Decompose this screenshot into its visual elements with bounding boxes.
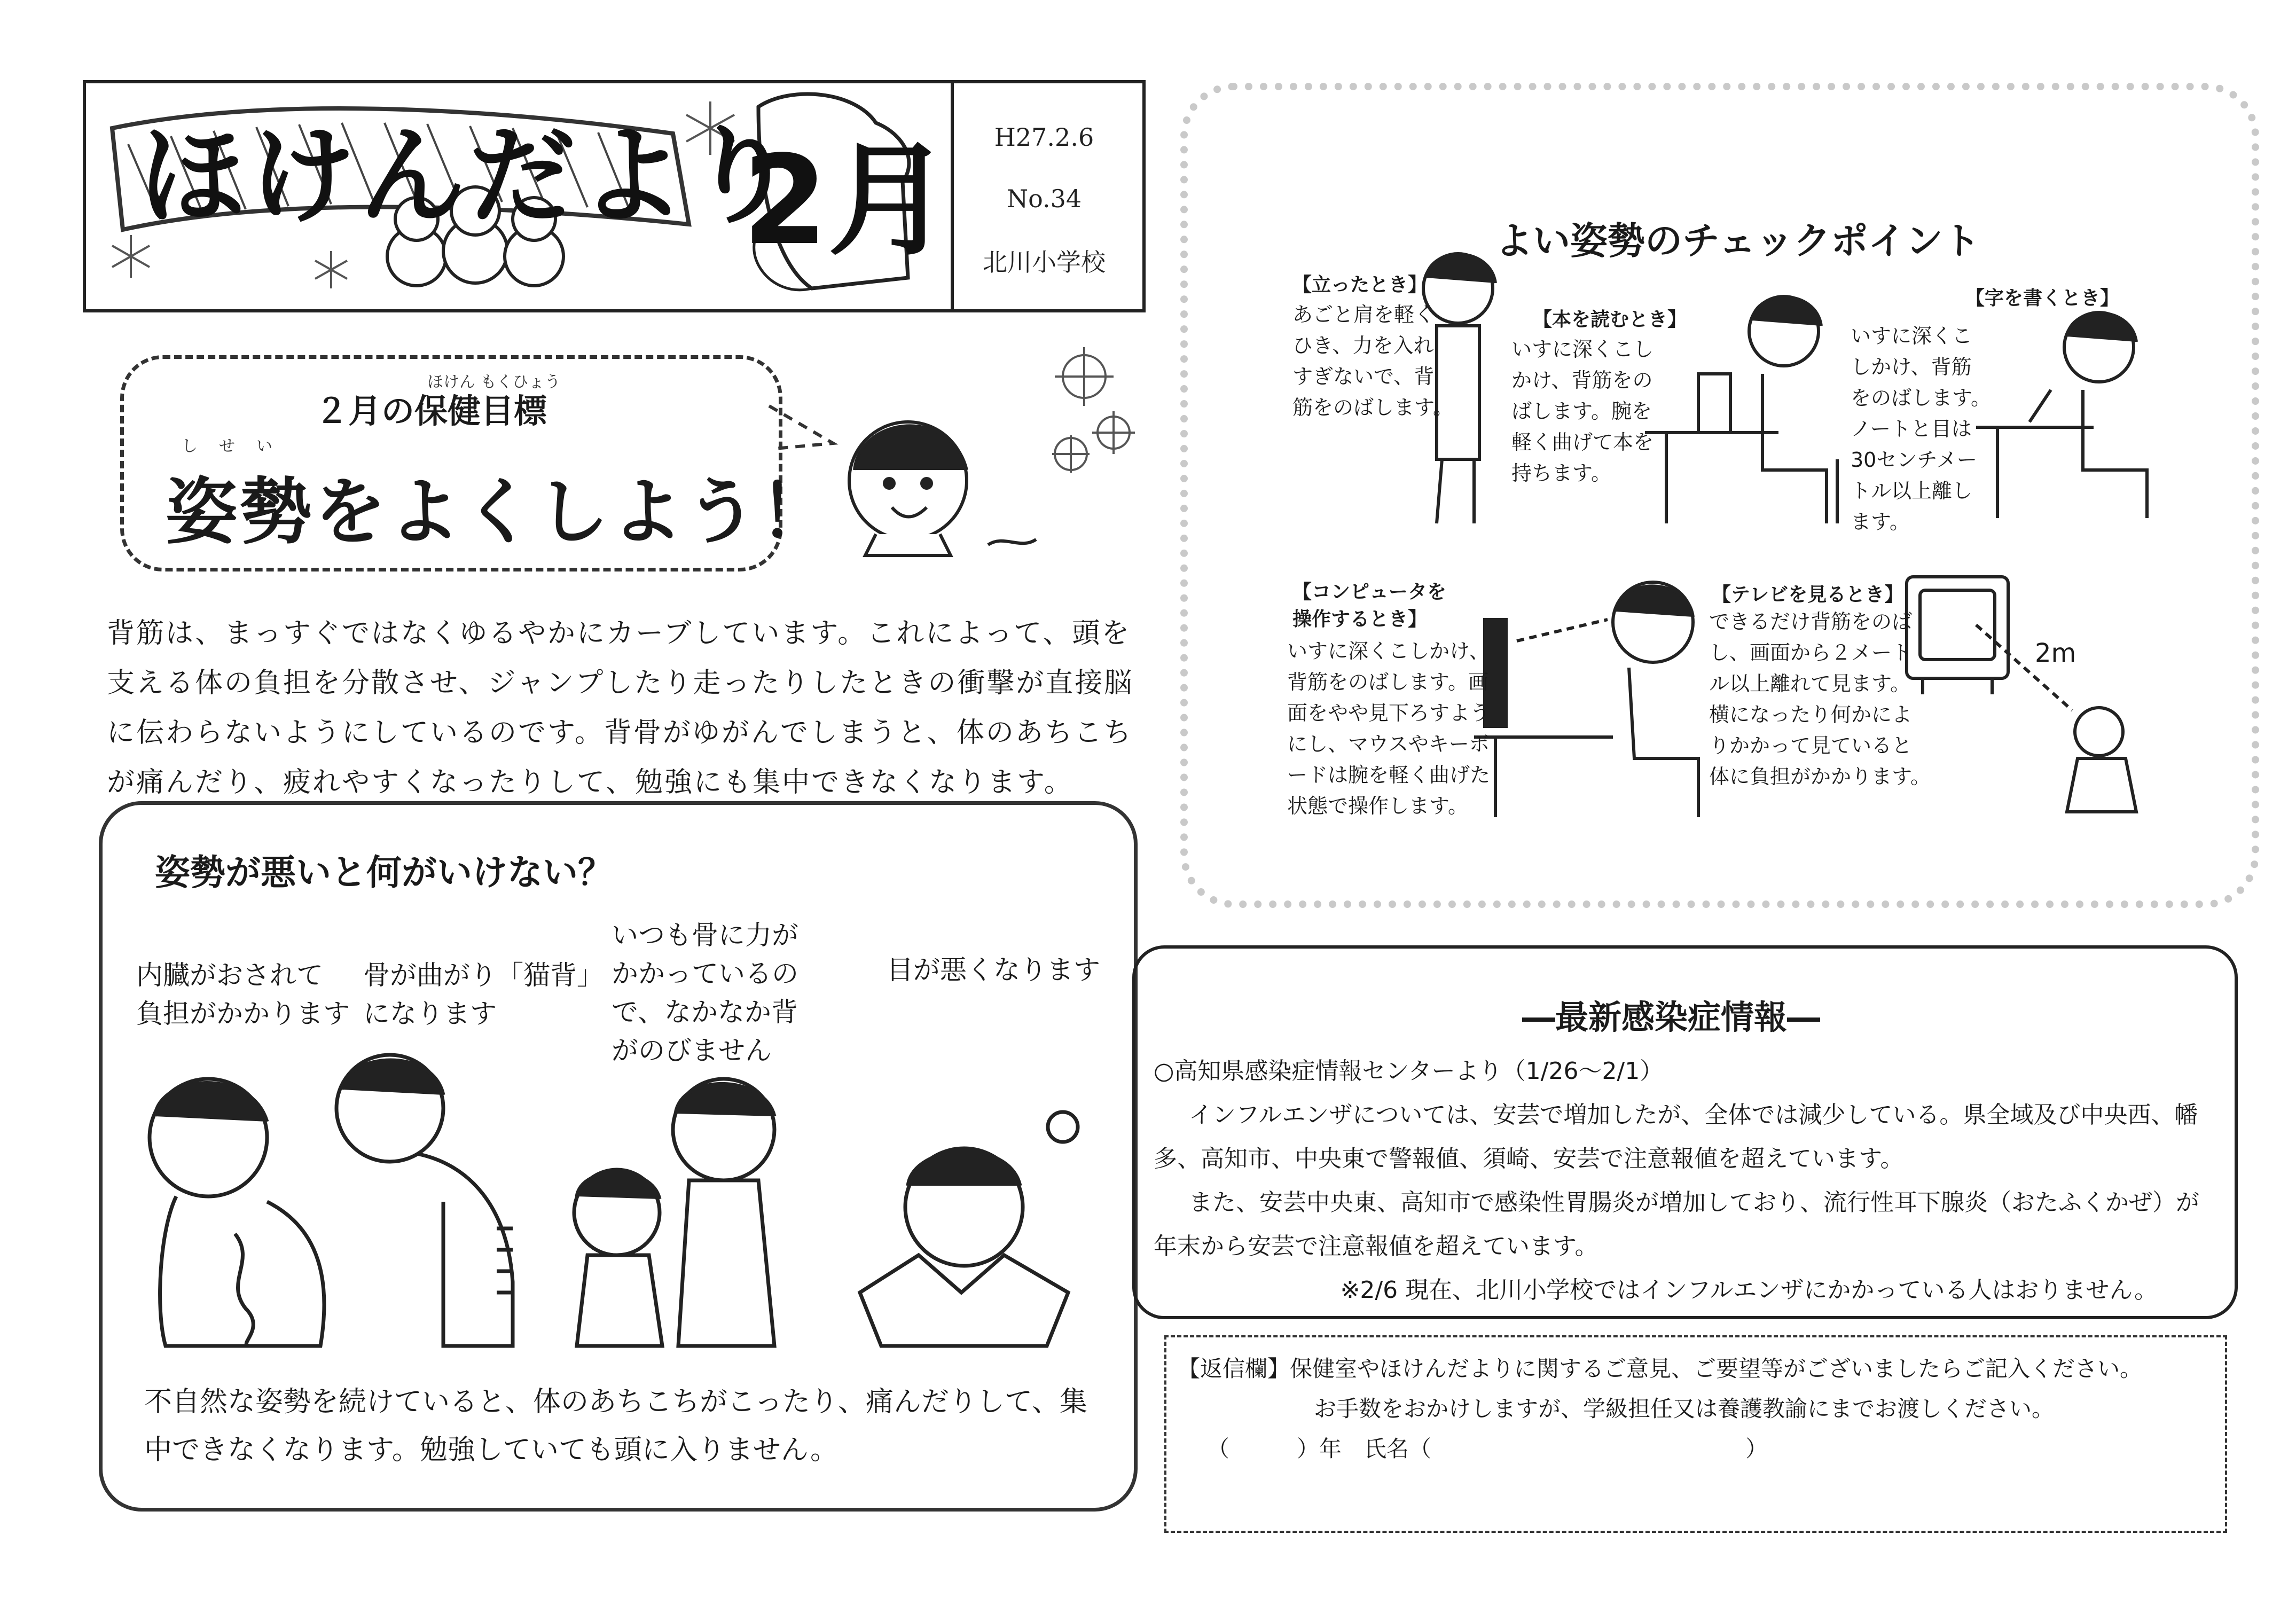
reply-heading-line: 【返信欄】保健室やほけんだよりに関するご意見、ご要望等がございましたらご記入ください。 — [1178, 1356, 2143, 1382]
girl-character-illustration — [849, 422, 1036, 555]
bad-posture-summary: 不自然な姿勢を続けていると、体のあちこちがこったり、痛んだりして、集中できなくなります。勉強していても頭に入りません。 — [144, 1386, 1087, 1466]
check-points-title: よい姿勢のチェックポイント — [1495, 219, 1980, 263]
school-name: 北川小学校 — [983, 248, 1106, 277]
reply-instruction-line: お手数をおかけしますが、学級担任又は養護教諭にまでお渡しください。 — [1314, 1396, 2055, 1422]
caption-eyes: 目が悪くなります — [887, 954, 1100, 985]
snowflake-icon — [1055, 347, 1114, 406]
goal-caption: ２月の保健目標 — [315, 391, 547, 430]
check-reading-body: いすに深くこし かけ、背筋をの ばします。腕を 軽く曲げて本を 持ちます。 — [1511, 338, 1654, 485]
infection-body — [1154, 1050, 2222, 1312]
infection-note: ※2/6 現在、北川小学校ではインフルエンザにかかっている人はおりません。 — [1340, 1277, 2158, 1304]
newsletter-title: ほけんだより — [139, 114, 800, 239]
intro-paragraph: 背筋は、まっすぐではなくゆるやかにカーブしています。これによって、頭を支える体の負担を分散させ、ジャンプしたり走ったりしたときの衝撃が直接脳に伝わらないようにしているのです。背骨がゆがんでしまうと、体のあちこちが痛んだり、疲れやすくなったりして、勉強にも集中できなくなります。 — [107, 617, 1134, 798]
snowflake-icon — [315, 251, 347, 288]
caption-organs: 内臓がおされて 負担がかかります — [136, 960, 350, 1029]
check-computer-body: いすに深くこしかけ、 背筋をのばします。画 面をやや見下ろすよう にし、マウスやキーボ ードは腕を軽く曲げた 状態で操作します。 — [1287, 639, 1491, 818]
infection-paragraph-1: インフルエンザについては、安芸で増加したが、全体では減少している。県全域及び中央西、幡多、高知市、中央東で警報値、須崎、安芸で注意報値を超えています。 — [1154, 1101, 2198, 1172]
snowflake-icon — [1052, 435, 1090, 473]
goal-text: 姿勢をよくしよう！ — [166, 470, 834, 554]
issue-date: H27.2.6 — [994, 123, 1094, 152]
snowflake-icon — [1092, 411, 1135, 454]
check-tv-body: できるだけ背筋をのば し、画面から２メート ル以上離れて見ます。 横になったり何かによ りかかって見ていると 体に負担がかかります。 — [1709, 610, 1931, 788]
caption-hunchback: 骨が曲がり「猫背」 になります — [363, 960, 604, 1029]
check-standing-body: あごと肩を軽く ひき、力を入れ すぎないで、背 筋をのばします。 — [1292, 303, 1453, 419]
check-computer-heading: 【コンピュータを 操作するとき】 — [1292, 581, 1447, 630]
check-writing-heading: 【字を書くとき】 — [1965, 287, 2120, 309]
infection-title: ―最新感染症情報― — [1522, 998, 1821, 1037]
caption-growth: いつも骨に力が かかっているの で、なかなか背 がのびません — [612, 920, 798, 1066]
reply-name-field[interactable]: （ ）年 氏名（ ） — [1207, 1436, 1768, 1462]
goal-text-ruby: しせい — [182, 437, 294, 456]
issue-number: No.34 — [1006, 184, 1082, 213]
bad-posture-title: 姿勢が悪いと何がいけない？ — [155, 852, 613, 893]
infection-source: ○高知県感染症情報センターより（1/26～2/1） — [1154, 1058, 1664, 1085]
month-label: 2月 — [742, 130, 951, 272]
check-tv-heading: 【テレビを見るとき】 — [1712, 584, 1904, 606]
check-standing-heading: 【立ったとき】 — [1292, 274, 1428, 296]
tv-distance-label: 2m — [2035, 638, 2076, 668]
check-writing-body: いすに深くこ しかけ、背筋 をのばします。 ノートと目は 30センチメー トル以上離し ます。 — [1851, 324, 1991, 534]
goal-caption-ruby: ほけん もくひょう — [427, 373, 561, 391]
check-reading-heading: 【本を読むとき】 — [1533, 309, 1687, 331]
infection-paragraph-2: また、安芸中央東、高知市で感染性胃腸炎が増加しており、流行性耳下腺炎（おたふくかぜ）が年末から安芸で注意報値を超えています。 — [1154, 1189, 2199, 1260]
